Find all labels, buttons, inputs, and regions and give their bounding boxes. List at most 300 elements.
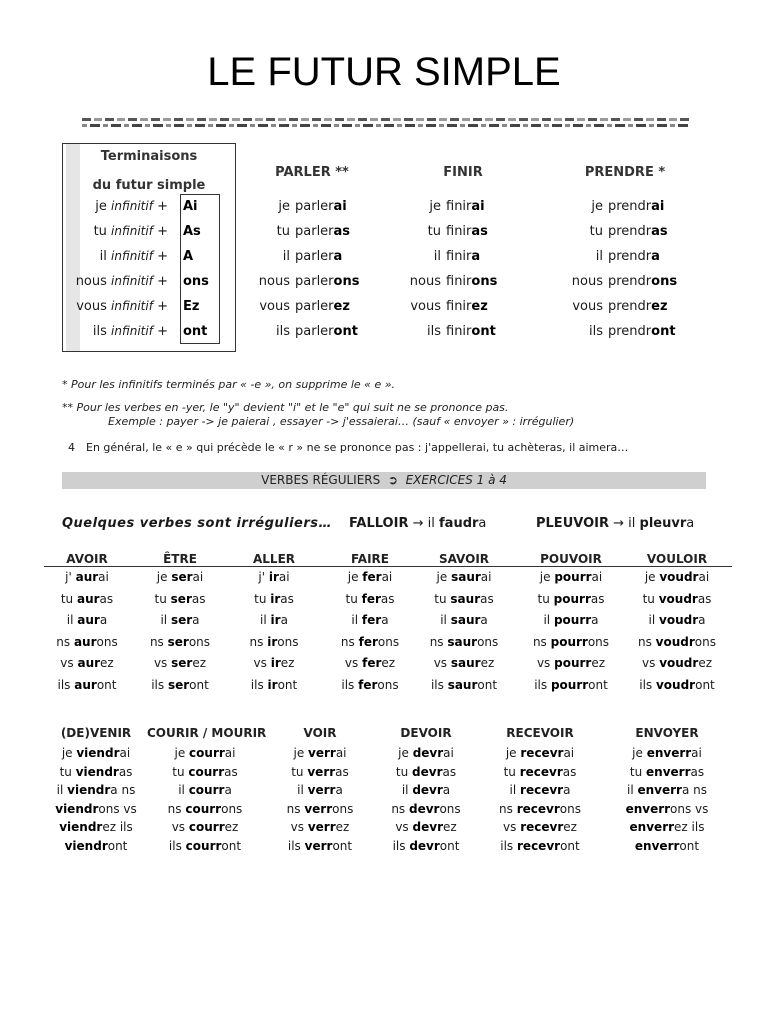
- irregular-pronoun: tu: [629, 764, 643, 779]
- verb-ending: a: [651, 249, 660, 264]
- irregular-ending: ai: [563, 746, 575, 760]
- irregular-form: [368, 765, 484, 779]
- irregular-verb-header: ÊTRE: [163, 552, 197, 566]
- irregular-stem: aur: [77, 613, 100, 628]
- irregular-form: [625, 613, 729, 627]
- irregular-ending: as: [99, 591, 114, 606]
- irregular-ending: ons: [188, 634, 211, 649]
- verb-ending: as: [651, 224, 668, 239]
- band-exercises-link[interactable]: EXERCICES 1 à 4: [405, 473, 507, 487]
- irregular-pronoun: il: [160, 613, 168, 628]
- irregular-stem: saur: [451, 570, 481, 584]
- irregular-ending: ez: [591, 656, 606, 671]
- irregular-pronoun: je: [436, 570, 448, 584]
- irregular-pronoun: j': [65, 570, 72, 584]
- endings-row-label: [76, 299, 168, 314]
- irregular-form: [147, 802, 263, 816]
- irregular-ending: a: [192, 613, 200, 628]
- irregular-stem: verr: [307, 783, 336, 797]
- irregular-form: [318, 613, 422, 627]
- irregular-stem: ir: [270, 591, 281, 606]
- falloir-label: FALLOIR: [349, 516, 409, 531]
- irregular-ending: as: [562, 764, 577, 779]
- irregular-stem: courr: [188, 764, 225, 779]
- irregular-stem: voudr: [658, 591, 698, 606]
- irregular-form: [609, 765, 725, 779]
- irregular-pronoun: vs: [344, 656, 359, 671]
- irregular-ending: ai: [480, 570, 492, 584]
- irregular-stem: aur: [77, 656, 101, 671]
- irregular-form: [262, 839, 378, 853]
- plus-sign: +: [157, 249, 168, 264]
- page-title: LE FUTUR SIMPLE: [207, 50, 561, 94]
- irregular-stem: pourr: [554, 570, 592, 584]
- verb-stem: prendr: [608, 299, 652, 314]
- irregular-stem: aur: [74, 678, 97, 692]
- irregular-pronoun: tu: [434, 591, 447, 606]
- irregular-form: [128, 592, 232, 606]
- irregular-stem: enverr: [625, 801, 671, 816]
- irregular-stem: viendr: [55, 801, 99, 816]
- irregular-stem: aur: [76, 591, 100, 606]
- conj-pronoun: vous: [572, 299, 603, 314]
- irregular-form: [482, 765, 598, 779]
- irregular-pronoun: ns: [286, 801, 301, 816]
- irregular-form: [222, 613, 326, 627]
- conj-pronoun: tu: [427, 224, 441, 239]
- irregular-ending: ons: [477, 634, 499, 649]
- endings-title-2: du futur simple: [92, 178, 206, 193]
- irregular-pronoun: ils: [341, 678, 355, 692]
- irregular-form: [519, 613, 623, 627]
- irregular-ending: ons vs: [98, 801, 137, 816]
- irregular-pronoun: je: [539, 570, 551, 584]
- verb-ending: ont: [333, 324, 358, 339]
- falloir-arrow-icon: →: [412, 516, 424, 531]
- conj-pronoun: il: [595, 249, 603, 264]
- irregular-ending: a: [280, 613, 288, 628]
- irregular-form: [609, 802, 725, 816]
- endings-column-box: [180, 194, 220, 344]
- irregular-stem: ir: [270, 656, 281, 671]
- conj-form: [295, 224, 350, 239]
- irregular-pronoun: vs: [536, 656, 551, 671]
- conj-form: [446, 224, 488, 239]
- exercises-band[interactable]: [62, 472, 706, 489]
- verb-header: PRENDRE *: [584, 165, 666, 180]
- irregular-pronoun: je: [398, 746, 409, 760]
- conj-pronoun: je: [278, 199, 290, 214]
- pleuvoir-line: [536, 516, 694, 531]
- irregular-stem: courr: [189, 746, 225, 760]
- irregular-form: [222, 656, 326, 670]
- pleuvoir-pronoun: il: [628, 516, 636, 531]
- irregular-pronoun: tu: [395, 764, 409, 779]
- irregular-ending: ont: [277, 678, 298, 692]
- irregular-stem: viendr: [75, 764, 119, 779]
- irregular-pronoun: ils: [500, 838, 514, 853]
- irregular-pronoun: ns: [249, 634, 264, 649]
- irregular-stem: pourr: [554, 656, 592, 671]
- irregular-form: [35, 570, 139, 584]
- irregular-stem: ir: [268, 570, 279, 584]
- irregular-ending: a: [224, 783, 232, 797]
- conj-form: [446, 274, 497, 289]
- irregular-ending: ai: [278, 570, 290, 584]
- conj-form: [608, 299, 668, 314]
- conj-form: [446, 299, 488, 314]
- irregular-form: [412, 613, 516, 627]
- irregular-stem: courr: [188, 783, 225, 797]
- irregular-form: [222, 570, 326, 584]
- pleuvoir-ending: a: [686, 516, 695, 531]
- irregular-pronoun: tu: [254, 591, 267, 606]
- irregular-form: [412, 635, 516, 649]
- irregular-ending: ont: [679, 838, 700, 853]
- irregular-form: [128, 635, 232, 649]
- verb-ending: a: [471, 249, 481, 264]
- irregular-title: Quelques verbes sont irréguliers…: [62, 516, 333, 531]
- irregular-ending: ont: [588, 678, 608, 692]
- pronoun: il: [99, 249, 107, 264]
- irregular-stem: voudr: [659, 613, 699, 628]
- verb-stem: prendr: [608, 224, 652, 239]
- irregular-ending: a: [442, 783, 451, 797]
- decorative-divider: [82, 116, 690, 130]
- irregular-pronoun: ils: [168, 838, 182, 853]
- irregular-ending: as: [118, 764, 133, 779]
- irregular-pronoun: tu: [172, 764, 185, 779]
- irregular-pronoun: ils: [151, 678, 165, 692]
- irregular-stem: viendr: [64, 838, 108, 853]
- irregular-stem: saur: [450, 591, 481, 606]
- irregular-form: [368, 820, 484, 834]
- plus-sign: +: [157, 199, 168, 214]
- irregular-pronoun: je: [644, 570, 656, 584]
- verb-ending: ons: [651, 274, 678, 289]
- conj-form: [295, 249, 342, 264]
- irregular-ending: ons: [559, 801, 581, 816]
- irregular-form: [147, 783, 263, 797]
- verb-ending: as: [333, 224, 351, 239]
- irregular-ending: as: [191, 591, 206, 606]
- endings-row-label: [94, 224, 168, 239]
- irregular-pronoun: ils: [430, 678, 444, 692]
- infinitive-label: infinitif: [111, 224, 153, 238]
- irregular-form: [318, 592, 422, 606]
- irregular-ending: ez: [442, 820, 457, 834]
- irregular-pronoun: vs: [433, 656, 448, 671]
- irregular-pronoun: ils: [57, 678, 71, 692]
- irregular-pronoun: il: [260, 613, 267, 628]
- pronoun: tu: [93, 224, 107, 239]
- irregular-ending: as: [280, 591, 294, 606]
- irregular-ending: ont: [477, 678, 498, 692]
- irregular-pronoun: tu: [291, 764, 304, 779]
- irregular-form: [519, 656, 623, 670]
- infinitive-label: infinitif: [111, 299, 153, 313]
- irregular-form: [262, 746, 378, 760]
- irregular-pronoun: tu: [537, 591, 550, 606]
- irregular-stem: viendr: [67, 783, 111, 797]
- irregular-form: [609, 839, 725, 853]
- irregular-stem: verr: [307, 764, 336, 779]
- irregular-pronoun: il: [626, 783, 634, 797]
- irregular-ending: ez: [698, 656, 712, 671]
- endings-row-label: [95, 199, 168, 214]
- irregular-pronoun: tu: [60, 591, 74, 606]
- irregular-ending: as: [442, 764, 457, 779]
- irregular-pronoun: tu: [59, 764, 72, 779]
- irregular-ending: as: [590, 591, 605, 606]
- irregular-pronoun: ns: [637, 634, 652, 649]
- irregular-pronoun: je: [61, 746, 73, 760]
- infinitive-label: infinitif: [111, 324, 153, 338]
- conj-pronoun: tu: [276, 224, 290, 239]
- irregular-form: [482, 802, 598, 816]
- conj-pronoun: ils: [276, 324, 290, 339]
- irregular-pronoun: il: [297, 783, 304, 797]
- irregular-form: [519, 592, 623, 606]
- irregular-pronoun: ils: [392, 838, 406, 853]
- irregular-form: [609, 820, 725, 834]
- irregular-ending: ai: [591, 570, 603, 584]
- irregular-stem: viendr: [76, 746, 120, 760]
- irregular-stem: devr: [412, 764, 443, 779]
- irregular-form: [519, 678, 623, 692]
- irregular-form: [128, 678, 232, 692]
- conj-pronoun: nous: [571, 274, 603, 289]
- verb-stem: prendr: [608, 249, 652, 264]
- conj-form: [608, 324, 676, 339]
- irregular-form: [519, 635, 623, 649]
- ending-value: Ez: [183, 299, 200, 314]
- irregular-stem: courr: [185, 838, 222, 853]
- irregular-stem: enverr: [637, 783, 682, 797]
- band-left-text: VERBES RÉGULIERS: [261, 473, 381, 487]
- irregular-stem: voudr: [655, 678, 696, 692]
- irregular-pronoun: je: [632, 746, 643, 760]
- ending-value: A: [183, 249, 194, 264]
- note-1: * Pour les infinitifs terminés par « -e », on supprime le « e ».: [62, 378, 395, 391]
- ending-value: ons: [183, 274, 209, 289]
- irregular-pronoun: il: [509, 783, 517, 797]
- irregular-form: [625, 656, 729, 670]
- irregular-form: [38, 820, 154, 834]
- pleuvoir-stem: pleuvr: [639, 516, 687, 531]
- irregular-stem: voudr: [655, 634, 695, 649]
- conj-form: [608, 274, 677, 289]
- irregular-pronoun: je: [347, 570, 359, 584]
- irregular-pronoun: il: [351, 613, 359, 628]
- irregular-stem: ir: [270, 613, 281, 628]
- conj-form: [608, 249, 660, 264]
- irregular-stem: pourr: [553, 591, 591, 606]
- verb-stem: parler: [295, 224, 334, 239]
- verb-ending: as: [471, 224, 488, 239]
- conj-pronoun: je: [591, 199, 603, 214]
- irregular-verb-header: SAVOIR: [438, 552, 490, 566]
- irregular-verb-header: AVOIR: [66, 552, 108, 566]
- irregular-stem: enverr: [629, 820, 675, 834]
- irregular-ending: a: [591, 613, 599, 628]
- verb-stem: prendr: [608, 274, 652, 289]
- irregular-ending: ez ils: [102, 820, 133, 834]
- verb-stem: finir: [446, 274, 472, 289]
- irregular-ending: a ns: [681, 783, 707, 797]
- irregular-stem: verr: [308, 746, 336, 760]
- irregular-pronoun: je: [505, 746, 517, 760]
- irregular-stem: ser: [171, 570, 193, 584]
- ending-value: As: [183, 224, 201, 239]
- verb-stem: parler: [295, 299, 334, 314]
- header-rule: [44, 566, 732, 567]
- conj-form: [608, 224, 668, 239]
- irregular-ending: ai: [443, 746, 454, 760]
- irregular-pronoun: vs: [642, 656, 656, 671]
- irregular-form: [609, 783, 725, 797]
- irregular-stem: viendr: [59, 820, 103, 834]
- conj-pronoun: nous: [409, 274, 441, 289]
- irregular-ending: a: [563, 783, 571, 797]
- irregular-pronoun: tu: [503, 764, 516, 779]
- conj-pronoun: vous: [259, 299, 290, 314]
- irregular-stem: enverr: [646, 746, 692, 760]
- irregular-stem: recevr: [520, 746, 564, 760]
- irregular-stem: ser: [171, 656, 193, 671]
- endings-row-label: [76, 274, 168, 289]
- irregular-ending: ont: [221, 838, 242, 853]
- irregular-pronoun: ils: [534, 678, 548, 692]
- endings-title-1: Terminaisons: [100, 149, 198, 164]
- verb-stem: parler: [295, 324, 334, 339]
- irregular-stem: recevr: [517, 838, 561, 853]
- conj-pronoun: il: [282, 249, 290, 264]
- irregular-pronoun: je: [293, 746, 305, 760]
- irregular-stem: recevr: [519, 764, 563, 779]
- irregular-ending: a: [335, 783, 343, 797]
- irregular-ending: as: [380, 591, 395, 606]
- irregular-stem: pourr: [550, 634, 588, 649]
- irregular-pronoun: ns: [167, 801, 182, 816]
- irregular-pronoun: ns: [391, 801, 406, 816]
- irregular-pronoun: vs: [60, 656, 74, 671]
- conj-pronoun: ils: [427, 324, 441, 339]
- irregular-pronoun: vs: [171, 820, 186, 834]
- verb-stem: finir: [446, 249, 472, 264]
- infinitive-label: infinitif: [111, 274, 153, 288]
- irregular-form: [38, 839, 154, 853]
- irregular-form: [482, 839, 598, 853]
- irregular-form: [35, 613, 139, 627]
- irregular-ending: ai: [698, 570, 710, 584]
- irregular-pronoun: il: [648, 613, 656, 628]
- irregular-ending: a: [698, 613, 706, 628]
- irregular-form: [128, 570, 232, 584]
- irregular-stem: verr: [307, 820, 336, 834]
- conj-form: [446, 324, 496, 339]
- irregular-stem: saur: [450, 613, 481, 628]
- irregular-stem: voudr: [659, 570, 699, 584]
- irregular-pronoun: ns: [532, 634, 547, 649]
- irregular-form: [262, 802, 378, 816]
- falloir-line: [349, 516, 486, 531]
- irregular-verb-header: COURIR / MOURIR: [147, 726, 267, 740]
- irregular-ending: ai: [335, 746, 347, 760]
- irregular-form: [35, 635, 139, 649]
- irregular-form: [262, 820, 378, 834]
- irregular-ending: ez: [480, 656, 495, 671]
- irregular-stem: ser: [170, 613, 193, 628]
- irregular-form: [222, 678, 326, 692]
- conj-pronoun: nous: [258, 274, 290, 289]
- irregular-pronoun: ils: [287, 838, 301, 853]
- irregular-form: [412, 678, 516, 692]
- irregular-ending: ez ils: [674, 820, 705, 834]
- irregular-stem: fer: [362, 570, 382, 584]
- irregular-stem: devr: [412, 746, 444, 760]
- irregular-pronoun: il: [543, 613, 551, 628]
- irregular-pronoun: je: [156, 570, 168, 584]
- irregular-ending: as: [335, 764, 349, 779]
- irregular-stem: voudr: [659, 656, 699, 671]
- irregular-form: [38, 783, 154, 797]
- conj-pronoun: je: [429, 199, 441, 214]
- irregular-stem: aur: [73, 634, 97, 649]
- irregular-pronoun: j': [258, 570, 266, 584]
- irregular-form: [35, 678, 139, 692]
- verb-ending: ez: [333, 299, 350, 314]
- irregular-form: [625, 592, 729, 606]
- irregular-ending: as: [697, 591, 712, 606]
- irregular-form: [318, 635, 422, 649]
- plus-sign: +: [157, 274, 168, 289]
- irregular-verb-header: FAIRE: [350, 552, 389, 566]
- irregular-stem: pourr: [553, 613, 592, 628]
- note-4-number: 4: [68, 441, 75, 454]
- irregular-form: [368, 839, 484, 853]
- irregular-ending: as: [690, 764, 705, 779]
- conj-pronoun: ils: [589, 324, 603, 339]
- endings-row-label: [93, 324, 168, 339]
- note-4: En général, le « e » qui précède le « r » ne se prononce pas : j'appellerai, tu achèteras, il aimera…: [86, 441, 629, 454]
- irregular-pronoun: vs: [290, 820, 305, 834]
- irregular-stem: devr: [409, 838, 440, 853]
- irregular-pronoun: vs: [153, 656, 168, 671]
- irregular-stem: recevr: [516, 801, 560, 816]
- irregular-pronoun: ns: [56, 634, 71, 649]
- irregular-stem: aur: [75, 570, 99, 584]
- irregular-pronoun: ns: [149, 634, 164, 649]
- irregular-stem: fer: [361, 591, 381, 606]
- irregular-verb-header: (DE)VENIR: [60, 726, 132, 740]
- verb-stem: finir: [446, 199, 472, 214]
- irregular-pronoun: ils: [639, 678, 653, 692]
- verb-ending: ons: [333, 274, 360, 289]
- irregular-form: [318, 570, 422, 584]
- irregular-ending: ons: [694, 634, 716, 649]
- irregular-form: [412, 592, 516, 606]
- irregular-verb-header: RECEVOIR: [506, 726, 574, 740]
- verb-header: FINIR: [443, 165, 483, 180]
- plus-sign: +: [157, 324, 168, 339]
- irregular-ending: a: [480, 613, 488, 628]
- verb-stem: parler: [295, 249, 334, 264]
- irregular-form: [222, 635, 326, 649]
- irregular-stem: devr: [412, 783, 443, 797]
- conj-pronoun: il: [433, 249, 441, 264]
- irregular-ending: ez: [192, 656, 207, 671]
